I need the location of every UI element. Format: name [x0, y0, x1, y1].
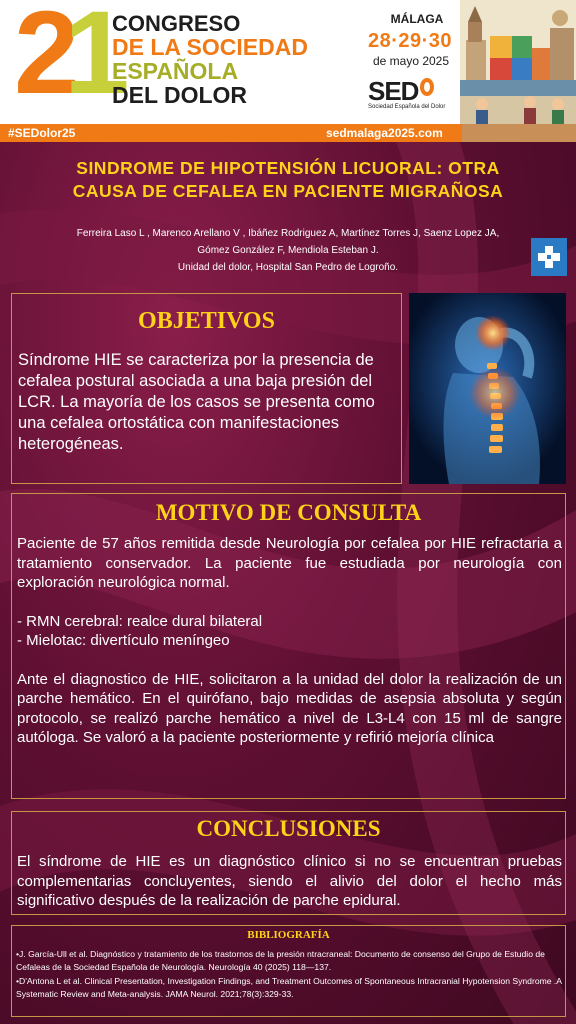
congress-title [112, 12, 308, 108]
logo-digit-two: 2 [14, 0, 72, 119]
motivo-section [11, 493, 566, 799]
congress-number-logo [14, 0, 130, 124]
finding-rmn: - RMN cerebral: realce dural bilateral [17, 612, 263, 630]
hashtag-bar-extension [462, 124, 576, 142]
finding-mielotac: - Mielotac: divertículo meníngeo [17, 632, 230, 649]
congress-title-line3: ESPAÑOLA [112, 58, 239, 85]
conclusiones-section [11, 811, 566, 915]
bibliografia-list [16, 948, 564, 1001]
congress-website[interactable]: sedmalaga2025.com [326, 126, 443, 140]
objetivos-section [11, 293, 402, 484]
congress-hashtag: #SEDolor25 [8, 126, 76, 140]
sed-logo [368, 76, 434, 107]
reference-2: •D'Antona L et al. Clinical Presentation, Investigation Findings, and Treatment Outcomes of Spontaneous Intracranial Hypotension Syndrome .A Systematic Review and Meta-analysis. JAMA Neurol. 2021;78(3):329-33. [16, 975, 562, 999]
congress-title-line2: DE LA SOCIEDAD [112, 34, 308, 61]
affiliation: Unidad del dolor, Hospital San Pedro de Logroño. [177, 262, 399, 273]
congress-header [0, 0, 576, 142]
hospital-cross-logo-icon [531, 238, 567, 276]
congress-month: de mayo 2025 [372, 54, 450, 68]
motivo-text [17, 534, 562, 767]
congress-city: MÁLAGA [390, 12, 444, 26]
bibliografia-section [11, 925, 566, 1017]
poster-title-line2: CAUSA DE CEFALEA EN PACIENTE MIGRAÑOSA [72, 180, 504, 201]
sed-logo-text: SED [368, 76, 419, 106]
conclusiones-text: El síndrome de HIE es un diagnóstico clínico si no se encuentran pruebas complementarias concluyentes, siendo el alivio del dolor el hecho más significativo después de la realización de parche epidural. [17, 853, 562, 909]
poster-title-line1: SINDROME DE HIPOTENSIÓN LICUORAL: OTRA [76, 158, 500, 178]
motivo-paragraph-2: Ante el diagnostico de HIE, solicitaron a la unidad del dolor la realización de un parche hemático. En el quirófano, bajo medidas de asepsia absoluta y según protocolo, se realizó parche hemático a nivel de L3-L4 con 15 ml de sangre autóloga. Se valoró a la paciente posteriormente y refirió mejoría clínica [17, 670, 562, 746]
sed-subtitle: Sociedad Española del Dolor [368, 104, 446, 110]
sed-logo-ring-icon [420, 78, 434, 96]
motivo-findings [17, 612, 562, 651]
motivo-heading: MOTIVO DE CONSULTA [155, 500, 422, 525]
congress-title-line4: DEL DOLOR [112, 82, 248, 109]
poster-authors [30, 225, 546, 276]
reference-1: •J. García-Ull et al. Diagnóstico y tratamiento de los trastornos de la presión ntracraneal: Documento de consenso del Grupo de Estudio de Cefaleas de la Sociedad Española de Neurología. Neurología 40 (2025) 118—137. [16, 949, 545, 973]
congress-title-line1: CONGRESO [112, 11, 241, 36]
objetivos-text: Síndrome HIE se caracteriza por la presencia de cefalea postural asociada a una baja presión del LCR. La mayoría de los casos se presenta como una cefalea ortostática con manifestaciones heterogéneas. [18, 351, 375, 453]
malaga-illustration [460, 0, 576, 126]
bibliografia-heading: BIBLIOGRAFÍA [247, 929, 330, 941]
authors-line2: Gómez González F, Mendiola Esteban J. [197, 245, 379, 256]
poster-title [10, 157, 566, 203]
conclusiones-heading: CONCLUSIONES [196, 816, 381, 841]
spine-pain-image [409, 293, 566, 484]
motivo-paragraph-1: Paciente de 57 años remitida desde Neurología por cefalea por HIE refractaria a tratamiento conservador. La paciente fue estudiada por neurología con exploración neurológica normal. [17, 535, 562, 591]
logo-digit-one: 1 [64, 0, 130, 119]
objetivos-heading: OBJETIVOS [138, 308, 275, 334]
authors-line1: Ferreira Laso L , Marenco Arellano V , Ibáñez Rodriguez A, Martínez Torres J, Saenz Lopez JA, [76, 228, 500, 239]
congress-dates: 28·29·30 [367, 30, 453, 52]
